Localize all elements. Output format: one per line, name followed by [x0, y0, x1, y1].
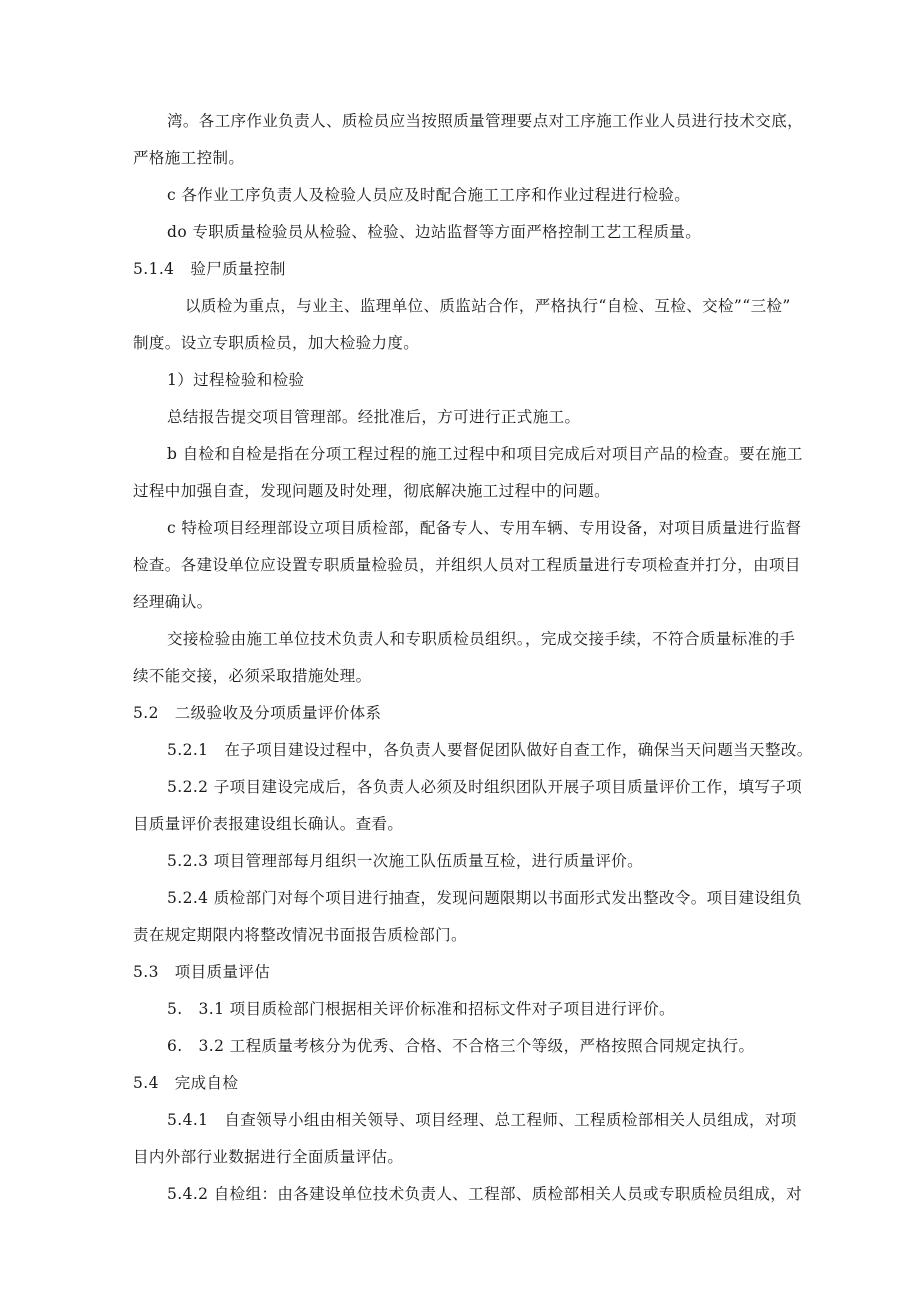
paragraph-line: 总结报告提交项目管理部。经批准后，方可进行正式施工。 — [167, 408, 581, 426]
paragraph-line: 过程中加强自查，发现问题及时处理，彻底解决施工过程中的问题。 — [133, 482, 611, 500]
paragraph-line: 目内外部行业数据进行全面质量评估。 — [133, 1148, 404, 1166]
paragraph-line: 5.2.4 质检部门对每个项目进行抽查，发现问题限期以书面形式发出整改令。项目建设组负 — [167, 889, 803, 907]
paragraph-line: 6. 3.2 工程质量考核分为优秀、合格、不合格三个等级，严格按照合同规定执行。 — [167, 1037, 755, 1055]
paragraph-line: 5.4.1 自查领导小组由相关领导、项目经理、总工程师、工程质检部相关人员组成，对项 — [167, 1111, 797, 1129]
paragraph-line: 5.2.1 在子项目建设过程中，各负责人要督促团队做好自查工作，确保当天问题当天整改。 — [167, 741, 813, 759]
paragraph-line: 目质量评价表报建设组长确认。查看。 — [133, 815, 404, 833]
paragraph-line: 湾。各工序作业负责人、质检员应当按照质量管理要点对工序施工作业人员进行技术交底， — [167, 112, 804, 130]
paragraph-line: 检查。各建设单位应设置专职质量检验员，并组织人员对工程质量进行专项检查并打分，由项目 — [133, 556, 801, 574]
section-heading: 5.1.4 验尸质量控制 — [133, 260, 286, 278]
paragraph-line: 制度。设立专职质检员，加大检验力度。 — [133, 334, 420, 352]
paragraph-line: 严格施工控制。 — [133, 149, 245, 167]
paragraph-line: 以质检为重点，与业主、监理单位、质监站合作，严格执行“自检、互检、交检”“三检” — [185, 297, 791, 315]
list-item-heading: 1）过程检验和检验 — [167, 371, 305, 389]
paragraph-line: 5.2.2 子项目建设完成后，各负责人必须及时组织团队开展子项目质量评价工作，填写子项 — [167, 778, 803, 796]
section-heading: 5.4 完成自检 — [133, 1074, 239, 1092]
paragraph-line: 经理确认。 — [133, 593, 213, 611]
paragraph-line: b 自检和自检是指在分项工程过程的施工过程中和项目完成后对项目产品的检查。要在施工 — [167, 445, 803, 463]
paragraph-line: 5.2.3 项目管理部每月组织一次施工队伍质量互检，进行质量评价。 — [167, 852, 644, 870]
paragraph-line: 续不能交接，必须采取措施处理。 — [133, 667, 372, 685]
section-heading: 5.2 二级验收及分项质量评价体系 — [133, 704, 382, 722]
paragraph-line: 5. 3.1 项目质检部门根据相关评价标准和招标文件对子项目进行评价。 — [167, 1000, 675, 1018]
paragraph-line: do 专职质量检验员从检验、检验、边站监督等方面严格控制工艺工程质量。 — [167, 223, 702, 241]
paragraph-line: c 各作业工序负责人及检验人员应及时配合施工工序和作业过程进行检验。 — [167, 186, 691, 204]
paragraph-line: c 特检项目经理部设立项目质检部，配备专人、专用车辆、专用设备，对项目质量进行监督 — [167, 519, 802, 537]
paragraph-line: 5.4.2 自检组：由各建设单位技术负责人、工程部、质检部相关人员或专职质检员组成，对 — [167, 1185, 803, 1203]
section-heading: 5.3 项目质量评估 — [133, 963, 271, 981]
paragraph-line: 责在规定期限内将整改情况书面报告质检部门。 — [133, 926, 467, 944]
paragraph-line: 交接检验由施工单位技术负责人和专职质检员组织。，完成交接手续，不符合质量标准的手 — [167, 630, 796, 648]
